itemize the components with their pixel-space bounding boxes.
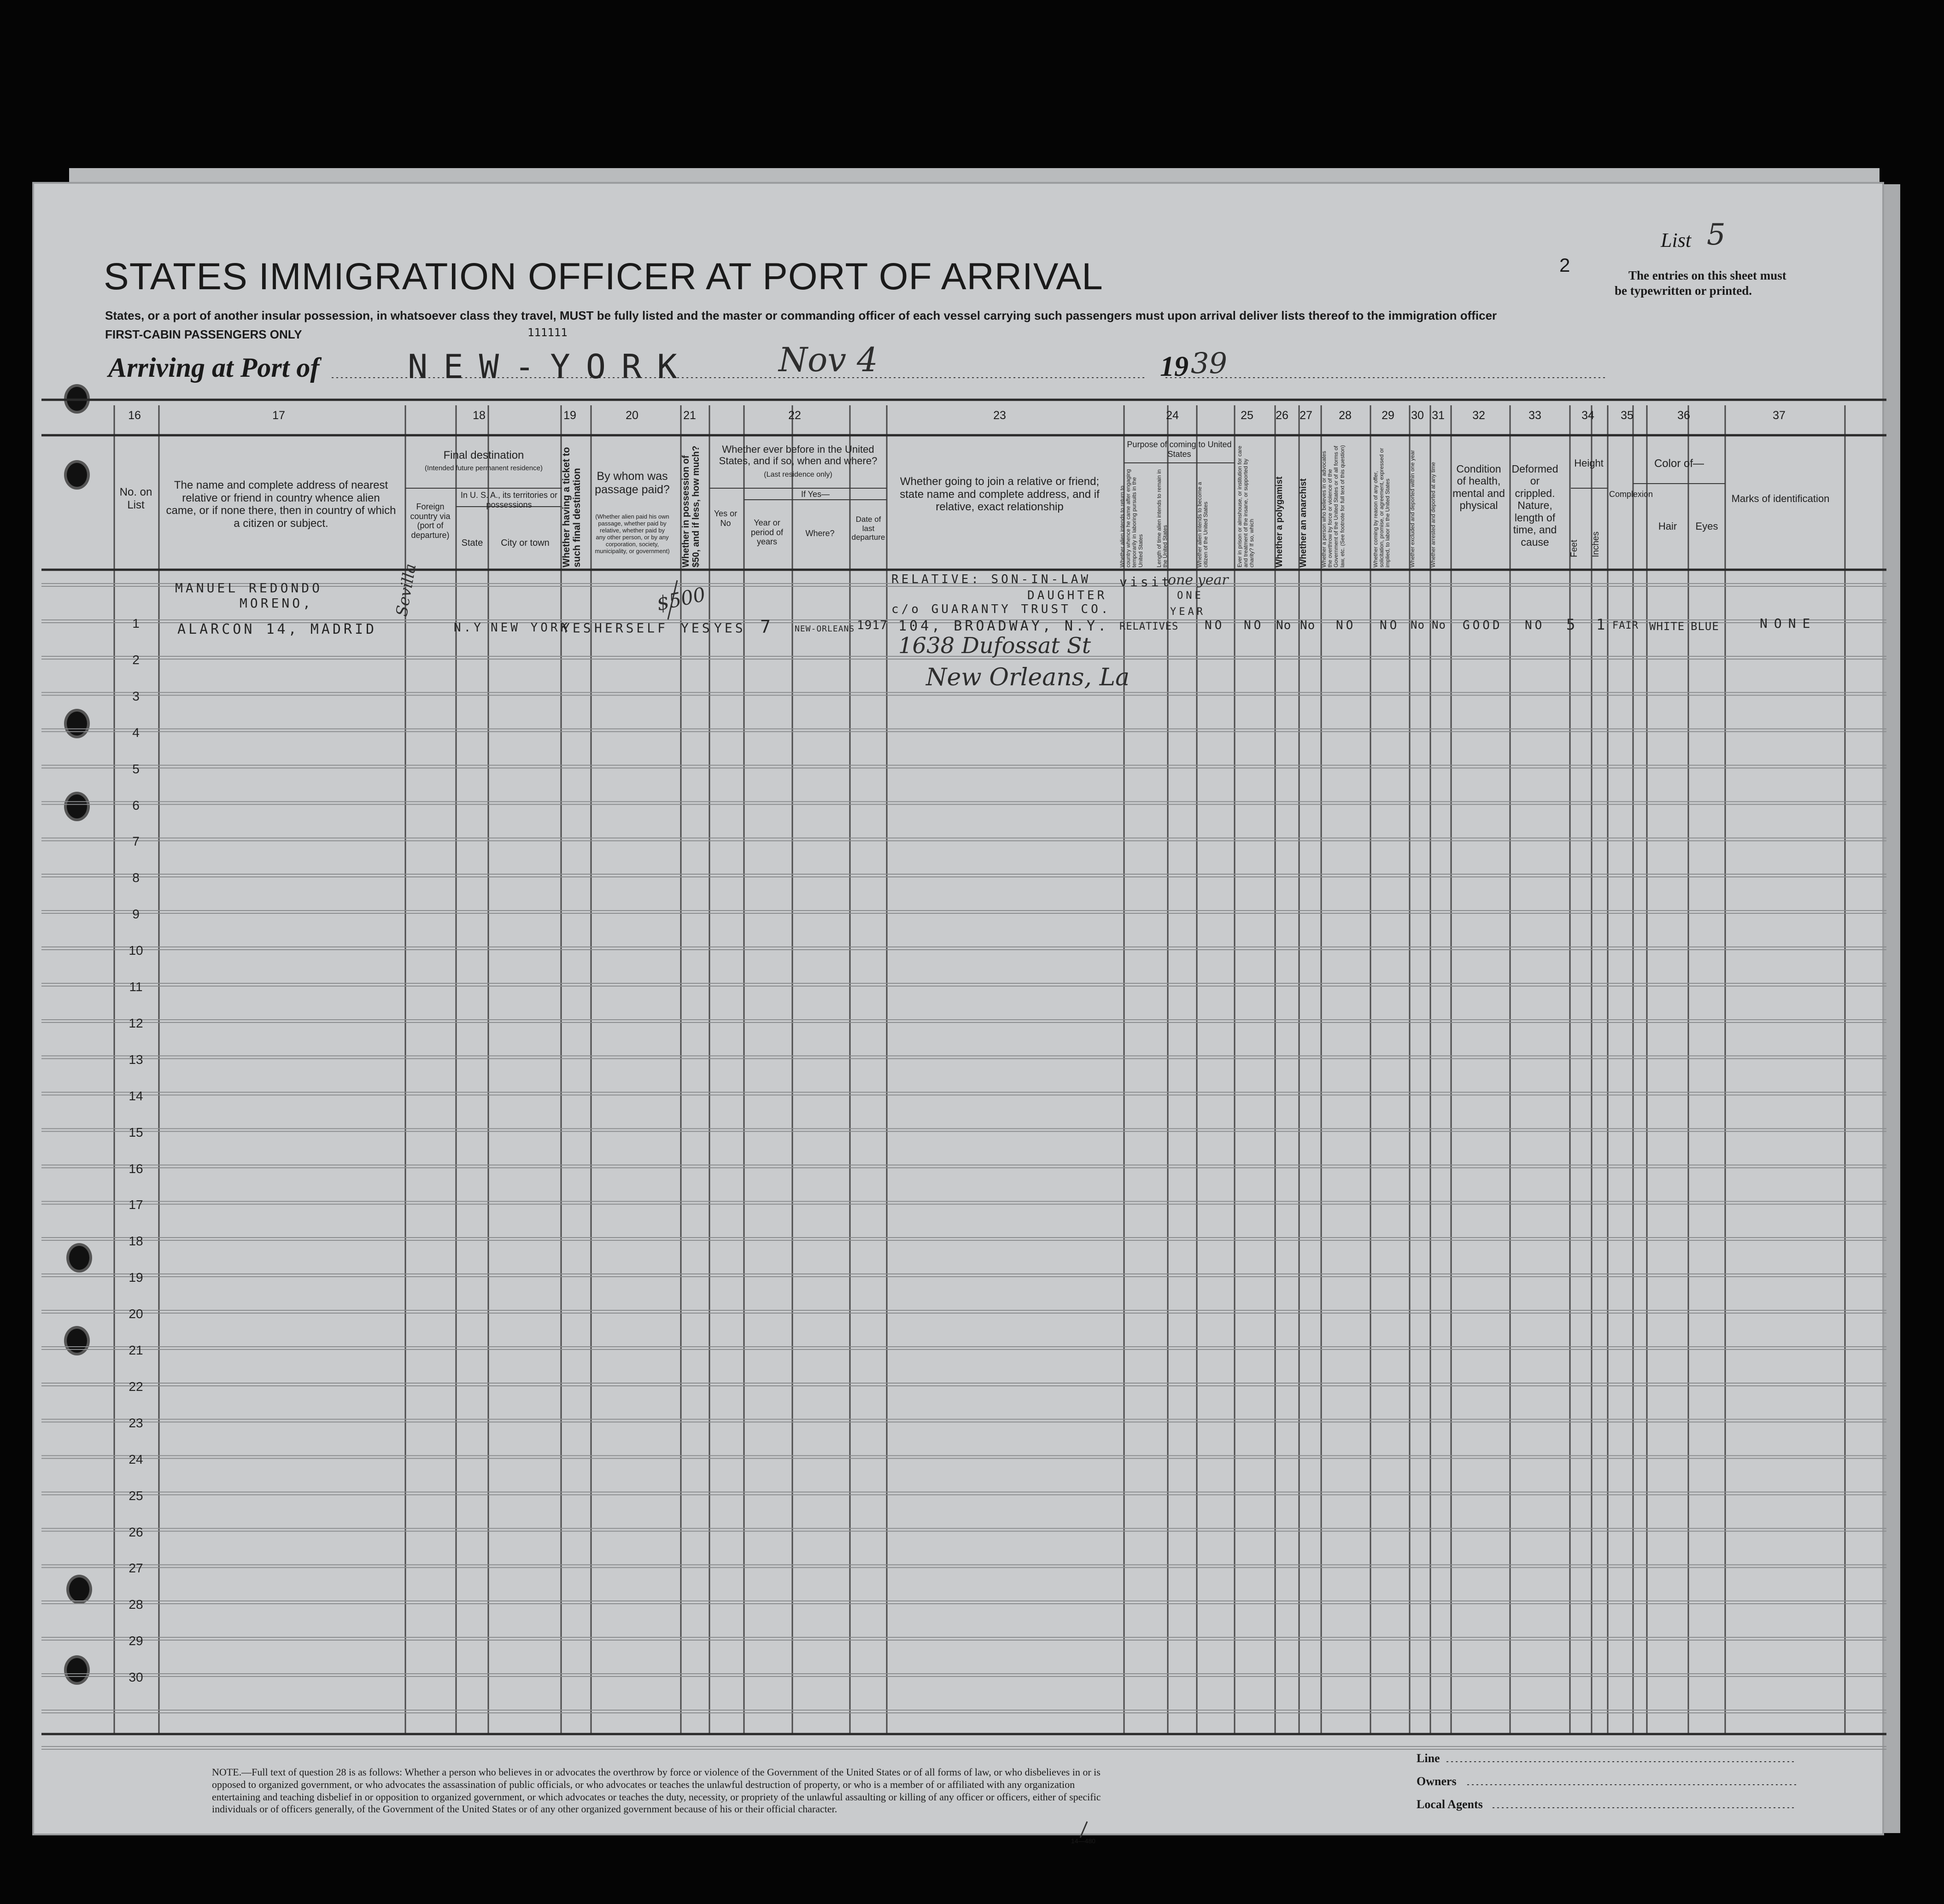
header-height: Height (1574, 457, 1604, 469)
entry-join-5: 1638 Dufossat St (898, 633, 1091, 659)
entry-length-2: ONE (1177, 590, 1204, 602)
entry-health: GOOD (1463, 619, 1503, 632)
form-number: 14—480 (1071, 1837, 1095, 1845)
col-num-28: 28 (1339, 409, 1352, 422)
row-number: 9 (132, 907, 140, 922)
entry-join-1: RELATIVE: SON-IN-LAW (891, 572, 1091, 586)
col-num-33: 33 (1528, 409, 1541, 422)
col-num-36: 36 (1677, 409, 1690, 422)
list-label: List (1661, 229, 1692, 251)
col-num-20: 20 (626, 409, 638, 422)
row-number: 18 (129, 1234, 143, 1249)
header-fifty-dollars: Whether in possession of $50, and if less, how much? (681, 445, 701, 567)
header-last-residence: (Last residence only) (764, 471, 832, 479)
header-eyes: Eyes (1695, 520, 1718, 532)
row-number: 6 (132, 798, 140, 812)
entries-note: The entries on this sheet must (1628, 269, 1786, 282)
sheet-number: 2 (1559, 254, 1570, 276)
entry-hair: WHITE (1649, 620, 1685, 633)
entry-deformed: NO (1525, 619, 1545, 632)
header-final-destination: Final destination (443, 449, 524, 461)
entry-length: one year (1168, 572, 1229, 588)
col-num-22: 22 (788, 409, 801, 422)
entry-purpose: visit (1119, 574, 1172, 590)
row-number: 15 (129, 1125, 143, 1139)
form-subtitle: States, or a port of another insular possession, in whatsoever class they travel, MUST be fully listed and the master or commanding officer of each vessel carrying such passengers must upon arrival deliver lists thereof to the immigration officer (105, 309, 1497, 322)
header-arrested: Whether arrested and deported at any time (1430, 462, 1436, 567)
col-num-19: 19 (563, 409, 576, 422)
col-num-30: 30 (1411, 409, 1424, 422)
row-number: 14 (129, 1088, 143, 1103)
header-inches: Inches (1591, 531, 1601, 557)
footer-line-label: Line (1417, 1752, 1440, 1765)
header-purpose-citizen: Whether alien intends to become a citizen of the United States (1196, 482, 1209, 567)
header-nearest-relative: The name and complete address of nearest relative or friend in country whence alien came, or if none there, then in country of which a citizen or subject. (166, 479, 396, 530)
entry-before: YES (681, 620, 713, 636)
header-final-destination-note: (Intended future permanent residence) (425, 464, 543, 472)
list-number: 5 (1707, 218, 1726, 252)
entry-departure: 1917 (857, 619, 888, 632)
col-num-37: 37 (1773, 409, 1786, 422)
row-number: 8 (132, 870, 140, 885)
entry-eyes: BLUE (1691, 620, 1719, 633)
col-num-18: 18 (473, 409, 486, 422)
header-deformed: Deformed or crippled. Nature, length of time, and cause (1511, 463, 1558, 548)
header-where: Where? (805, 529, 835, 538)
row-number: 30 (129, 1670, 143, 1685)
entry-state: N.Y (454, 621, 484, 635)
row-number: 25 (129, 1488, 143, 1503)
row-number: 4 (132, 725, 140, 740)
entry-ticket: YES (562, 620, 594, 636)
row-number: 17 (129, 1197, 143, 1212)
row-number: 1 (132, 616, 140, 631)
form-title: STATES IMMIGRATION OFFICER AT PORT OF ARRIVAL (104, 256, 1103, 298)
entry-c25: NO (1244, 619, 1264, 632)
header-city: City or town (501, 538, 550, 548)
header-feet: Feet (1569, 539, 1579, 557)
header-yes-no: Yes or No (714, 509, 738, 528)
col-num-34: 34 (1581, 409, 1594, 422)
entry-c30: No (1411, 619, 1425, 631)
header-list-no: No. on List (119, 486, 152, 511)
header-departure: Date of last departure (851, 515, 885, 542)
row-number: 29 (129, 1634, 143, 1648)
header-join-relative: Whether going to join a relative or friend; state name and complete address, and if relative, exact relationship (900, 475, 1100, 514)
row-number: 10 (129, 943, 143, 958)
row-number: 28 (129, 1597, 143, 1612)
entry-inches: 1 (1596, 616, 1608, 633)
entry-citizen: NO (1205, 619, 1225, 632)
header-purpose-length: Length of time alien intends to remain in the United States (1156, 469, 1169, 567)
header-ever-before: Whether ever before in the United States, and if so, when and where? (719, 444, 878, 467)
header-passage-paid: By whom was passage paid? (595, 470, 670, 496)
header-if-yes: If Yes— (801, 490, 830, 499)
header-in-usa: In U. S. A., its territories or possessions (460, 491, 558, 509)
entry-paid-by: HERSELF (594, 620, 668, 636)
entry-join-2: DAUGHTER (1027, 589, 1107, 602)
col-num-32: 32 (1472, 409, 1485, 422)
row-number: 11 (129, 980, 143, 994)
row-number: 12 (129, 1016, 143, 1030)
row-number: 27 (129, 1561, 143, 1576)
entry-c29: NO (1380, 619, 1400, 632)
header-years: Year or period of years (750, 518, 784, 547)
entry-c27: No (1300, 619, 1316, 632)
year-prefix: 19 (1160, 351, 1189, 382)
header-purpose: Purpose of coming to United States (1127, 440, 1232, 459)
footer-agents-label: Local Agents (1417, 1798, 1483, 1811)
row-number: 13 (129, 1052, 143, 1067)
row-number: 21 (129, 1343, 143, 1357)
entry-c26: No (1276, 619, 1292, 632)
header-q28: Whether a person who believes in or advocates the overthrow by force or violence of the Government of the United States or of all forms of law, etc. (See footnote for full text of this question) (1321, 445, 1346, 567)
entry-years: 7 (760, 617, 773, 637)
handwritten-mark (1080, 1822, 1087, 1838)
entry-length-3: YEAR (1170, 606, 1206, 618)
header-color: Color of— (1654, 457, 1704, 470)
entry-join-3: c/o GUARANTY TRUST CO. (891, 602, 1111, 616)
class-line: FIRST-CABIN PASSENGERS ONLY (105, 327, 302, 341)
entry-money: $500 (654, 583, 708, 615)
col-num-31: 31 (1432, 409, 1445, 422)
entry-marks: NONE (1760, 616, 1817, 631)
arrival-date: Nov 4 (779, 340, 878, 379)
col-num-23: 23 (993, 409, 1006, 422)
entry-feet: 5 (1566, 616, 1578, 633)
col-num-17: 17 (272, 409, 285, 422)
header-marks: Marks of identification (1731, 493, 1830, 504)
row-number: 24 (129, 1452, 143, 1466)
year-suffix: 39 (1191, 346, 1227, 380)
entry-foreign-via: Sevilla (392, 562, 420, 618)
row-number: 7 (132, 834, 140, 849)
header-excluded: Whether excluded and deported within one year (1409, 450, 1416, 567)
header-labor-offer: Whether coming by reason of any offer, solicitation, promise, or agreement, expressed or implied, to labor in the United States (1372, 448, 1391, 567)
row-number: 3 (132, 689, 140, 703)
stamp-marks: 111111 (527, 326, 568, 339)
arriving-label: Arriving at Port of (108, 352, 320, 383)
col-num-26: 26 (1276, 409, 1288, 422)
entry-purpose-2: RELATIVES (1119, 621, 1179, 632)
col-num-35: 35 (1621, 409, 1634, 422)
entry-city: NEW YORK (491, 621, 571, 635)
col-num-25: 25 (1241, 409, 1253, 422)
entry-complexion: FAIR (1612, 620, 1639, 631)
port-name: NEW-YORK (408, 347, 693, 386)
header-health: Condition of health, mental and physical (1452, 463, 1505, 512)
footer-owners-label: Owners (1417, 1775, 1457, 1788)
col-num-24: 24 (1166, 409, 1179, 422)
row-number: 23 (129, 1415, 143, 1430)
row-number: 19 (129, 1270, 143, 1285)
entry-relative-address: ALARCON 14, MADRID (177, 621, 377, 637)
row-number: 20 (129, 1307, 143, 1321)
entry-c28: NO (1336, 619, 1356, 632)
header-ticket: Whether having a ticket to such final destination (561, 447, 583, 567)
entries-note: be typewritten or printed. (1615, 284, 1752, 298)
header-complexion: Complexion (1609, 490, 1653, 499)
header-hair: Hair (1658, 520, 1677, 532)
entry-yes-no: YES (714, 620, 746, 636)
entry-join-6: New Orleans, La (926, 664, 1130, 691)
header-purpose-return: Whether alien intends to return to country whence he came after engaging temporarily in laboring pursuits in the United States (1119, 469, 1144, 567)
col-num-29: 29 (1382, 409, 1394, 422)
header-state: State (461, 538, 483, 548)
entry-relative-name: MANUEL REDONDO (175, 580, 323, 596)
entry-join-4: 104, BROADWAY, N.Y. (898, 618, 1109, 634)
entry-c31: No (1432, 619, 1446, 631)
row-number: 22 (129, 1379, 143, 1394)
col-num-21: 21 (683, 409, 696, 422)
entry-where: NEW-ORLEANS (795, 624, 855, 634)
header-foreign-country: Foreign country via (port of departure) (410, 502, 451, 540)
row-number: 26 (129, 1524, 143, 1539)
footer-note: NOTE.—Full text of question 28 is as follows: Whether a person who believes in or advocates the overthrow by force or violence of the Government of the United States or of all forms of law, or who disbelieves in or is opposed to organized government, or who advocates the assassination of public officials, or who advocates or teaches the unlawful destruction of property, or who is a member of or affiliated with any organization entertaining and teaching disbelief in or opposition to organized government, or which advocates or teaches the duty, necessity, or propriety of the unlawful assaulting or killing of any officer or officers, either of specific individuals or of officers generally, of the Government of the United States or of any other organized government because of his or their official character. (212, 1766, 1101, 1815)
header-prison: Ever in prison or almshouse, or institution for care and treatment of the insane, or supported by charity? If so, which (1236, 445, 1255, 567)
header-passage-note: (Whether alien paid his own passage, whether paid by relative, whether paid by any other person, or by any corporation, society, municipality, or government) (595, 513, 670, 555)
entry-relative-name-2: MORENO, (240, 596, 314, 611)
row-number: 2 (132, 652, 140, 667)
row-number: 5 (132, 761, 140, 776)
header-anarchist: Whether an anarchist (1299, 478, 1308, 567)
col-num-16: 16 (128, 409, 141, 422)
row-number: 16 (129, 1161, 143, 1176)
col-num-27: 27 (1300, 409, 1312, 422)
header-polygamist: Whether a polygamist (1275, 476, 1284, 567)
